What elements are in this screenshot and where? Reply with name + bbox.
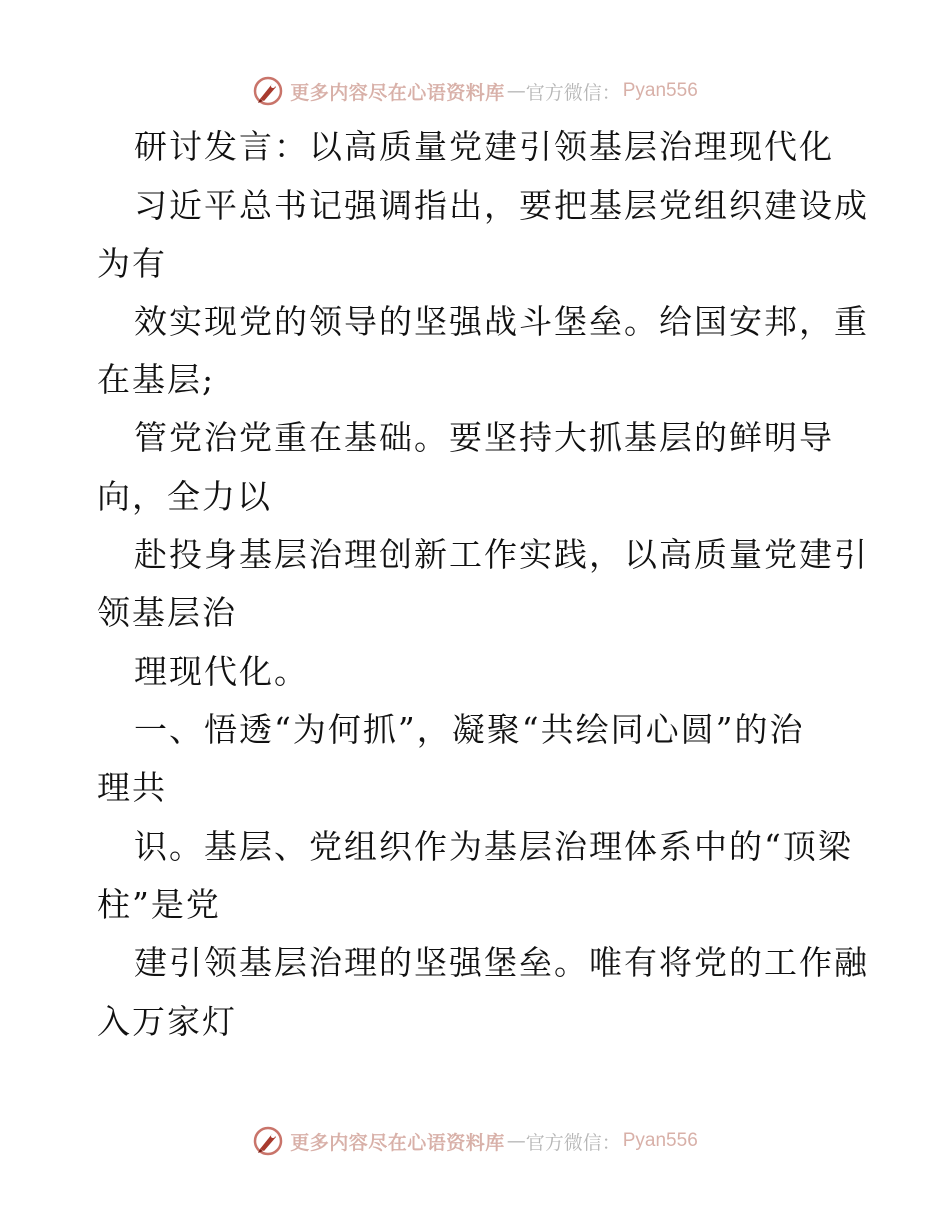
document-title: 研讨发言：以高质量党建引领基层治理现代化: [134, 127, 834, 166]
body-line: 识。基层、党组织作为基层治理体系中的“顶梁: [134, 827, 853, 866]
body-line: 入万家灯: [97, 1002, 237, 1041]
body-line: 管党治党重在基础。要坚持大抓基层的鲜明导: [134, 418, 834, 457]
section-heading: 一、悟透“为何抓”，凝聚“共绘同心圆”的治: [134, 710, 805, 749]
body-line: 向，全力以: [97, 477, 272, 516]
body-line: 领基层治: [97, 593, 237, 632]
body-line: 在基层;: [97, 360, 216, 399]
body-line: 为有: [97, 244, 167, 283]
watermark-separator: —: [506, 80, 526, 102]
watermark-text: 更多内容尽在心语资料库: [290, 1131, 505, 1154]
body-line: 柱”是党: [97, 885, 221, 924]
footer-watermark: [0, 1121, 950, 1161]
watermark-wechat-id: Pyan556: [622, 1130, 698, 1151]
watermark-separator: —: [506, 1130, 526, 1152]
body-line: 赴投身基层治理创新工作实践，以高质量党建引: [134, 535, 869, 574]
body-line: 理共: [97, 768, 167, 807]
watermark-wechat-id: Pyan556: [622, 80, 698, 101]
body-line: 效实现党的领导的坚强战斗堡垒。给国安邦，重: [134, 302, 869, 341]
watermark-wechat-label: 官方微信：: [525, 1131, 621, 1154]
body-line: 理现代化。: [134, 652, 309, 691]
pen-logo-icon: [252, 1125, 284, 1157]
watermark-wechat-label: 官方微信：: [525, 81, 621, 104]
header-watermark: [0, 71, 950, 111]
body-line: 习近平总书记强调指出，要把基层党组织建设成: [134, 186, 869, 225]
watermark-text: 更多内容尽在心语资料库: [290, 81, 505, 104]
body-line: 建引领基层治理的坚强堡垒。唯有将党的工作融: [134, 943, 869, 982]
pen-logo-icon: [252, 75, 284, 107]
